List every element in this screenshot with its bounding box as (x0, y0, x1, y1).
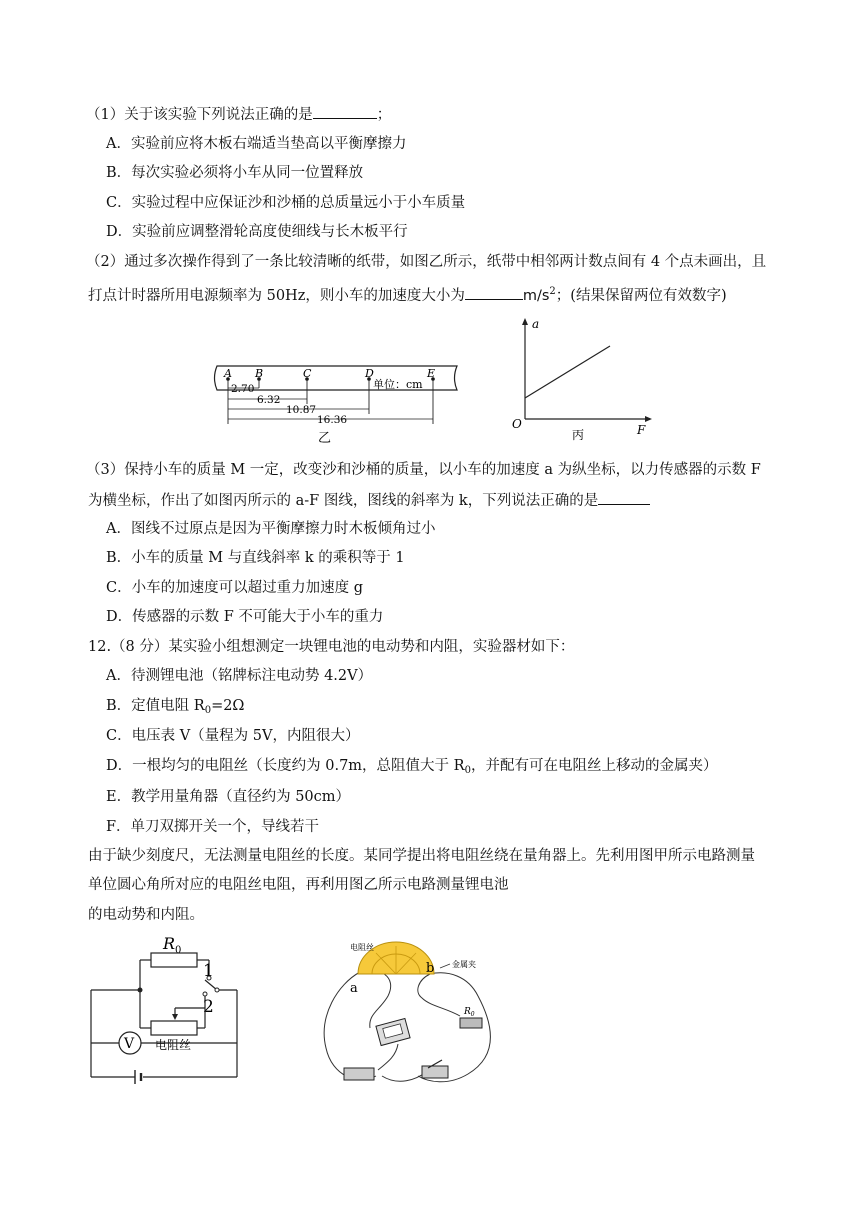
q12-para-2: 单位圆心角所对应的电阻丝电阻，再利用图乙所示电路测量锂电池 (88, 877, 509, 893)
point-a-label: a (350, 981, 358, 996)
q3-line1: （3）保持小车的质量 M 一定，改变沙和沙桶的质量，以小车的加速度 a 为纵坐标，以力传感器的示数 F (86, 462, 761, 478)
q12-option-e: E．教学用量角器（直径约为 50cm） (106, 789, 351, 805)
point-b-label: b (426, 961, 435, 976)
q12-para-3: 的电动势和内阻。 (88, 907, 204, 923)
point-label-d: D (365, 367, 374, 380)
q12-option-b: B．定值电阻 $R_0=2\Omega$ (106, 698, 245, 716)
switch-contact-2: 2 (203, 997, 214, 1017)
distance-ad: 10.87 (286, 404, 317, 416)
graph-line (525, 346, 610, 398)
figure-caption-yi: 乙 (318, 431, 332, 446)
q1-option-a: A．实验前应将木板右端适当垫高以平衡摩擦力 (106, 136, 407, 152)
answer-blank (465, 285, 523, 300)
answer-blank (598, 490, 650, 505)
q1-option-b: B．每次实验必须将小车从同一位置释放 (106, 165, 364, 181)
q3-option-d: D．传感器的示数 F 不可能大于小车的重力 (106, 609, 384, 625)
y-axis-label: a (532, 317, 540, 331)
q1-stem: （1）关于该实验下列说法正确的是 ； (86, 104, 391, 125)
answer-blank (313, 104, 377, 119)
q12-option-a: A．待测锂电池（铭牌标注电动势 4.2V） (106, 668, 373, 684)
resistance-wire-label: 电阻丝 (155, 1038, 192, 1052)
unit-label: 单位：cm (373, 378, 423, 391)
switch-contact-1: 1 (203, 961, 214, 981)
point-label-b: B (255, 367, 264, 380)
q3-option-b: B．小车的质量 M 与直线斜率 k 的乘积等于 1 (106, 550, 405, 566)
x-axis-label: F (637, 423, 646, 437)
q12-option-c: C．电压表 V（量程为 5V，内阻很大） (106, 728, 360, 744)
r0-device (460, 1018, 482, 1028)
q3-option-c: C．小车的加速度可以超过重力加速度 g (106, 580, 363, 596)
q1-option-d: D．实验前应调整滑轮高度使细线与长木板平行 (106, 224, 408, 240)
circuit-diagram (85, 930, 245, 1090)
clip-label: 金属夹 (452, 960, 476, 969)
q12-stem: 12.（8 分）某实验小组想测定一块锂电池的电动势和内阻，实验器材如下： (88, 639, 575, 655)
figure-caption-bing: 丙 (572, 428, 585, 442)
q12-option-d: D．一根均匀的电阻丝（长度约为 0.7m，总阻值大于 $R_0$，并配有可在电阻丝上移动的金属夹） (106, 758, 718, 776)
r0-label: $R_0$ (163, 934, 182, 956)
distance-ae: 16.36 (317, 414, 348, 426)
r0-device-label: $R_0$ (464, 1007, 475, 1018)
q3-line2: 为横坐标，作出了如图丙所示的 a-F 图线，图线的斜率为 k，下列说法正确的是 (88, 490, 650, 511)
distance-ab: 2.70 (231, 383, 255, 395)
q1-option-c: C．实验过程中应保证沙和沙桶的总质量远小于小车质量 (106, 195, 466, 211)
q2-line2: 打点计时器所用电源频率为 50Hz，则小车的加速度大小为 $m/s^2$；(结果保留两位有效数字) (88, 286, 727, 304)
r0-resistor (151, 953, 197, 967)
point-label-c: C (303, 367, 312, 380)
q12-option-f: F．单刀双掷开关一个，导线若干 (106, 819, 320, 835)
q2-line1: （2）通过多次操作得到了一条比较清晰的纸带，如图乙所示，纸带中相邻两计数点间有 4 个点未画出，且 (86, 254, 767, 270)
switch-device (422, 1066, 448, 1078)
wire-label: 电阻丝 (350, 943, 374, 952)
paper-tape-figure (205, 358, 465, 446)
origin-label: O (512, 417, 522, 431)
apparatus-figure (318, 936, 508, 1092)
a-f-graph (510, 314, 660, 444)
resistance-wire (151, 1021, 197, 1035)
voltmeter-label: V (124, 1036, 135, 1052)
distance-ac: 6.32 (257, 394, 281, 406)
q12-para-1: 由于缺少刻度尺，无法测量电阻丝的长度。某同学提出将电阻丝绕在量角器上。先利用图甲所示电路测量 (88, 848, 755, 864)
q3-option-a: A．图线不过原点是因为平衡摩擦力时木板倾角过小 (106, 521, 436, 537)
point-label-a: A (224, 367, 232, 380)
point-label-e: E (427, 367, 436, 380)
battery-device (344, 1068, 374, 1080)
